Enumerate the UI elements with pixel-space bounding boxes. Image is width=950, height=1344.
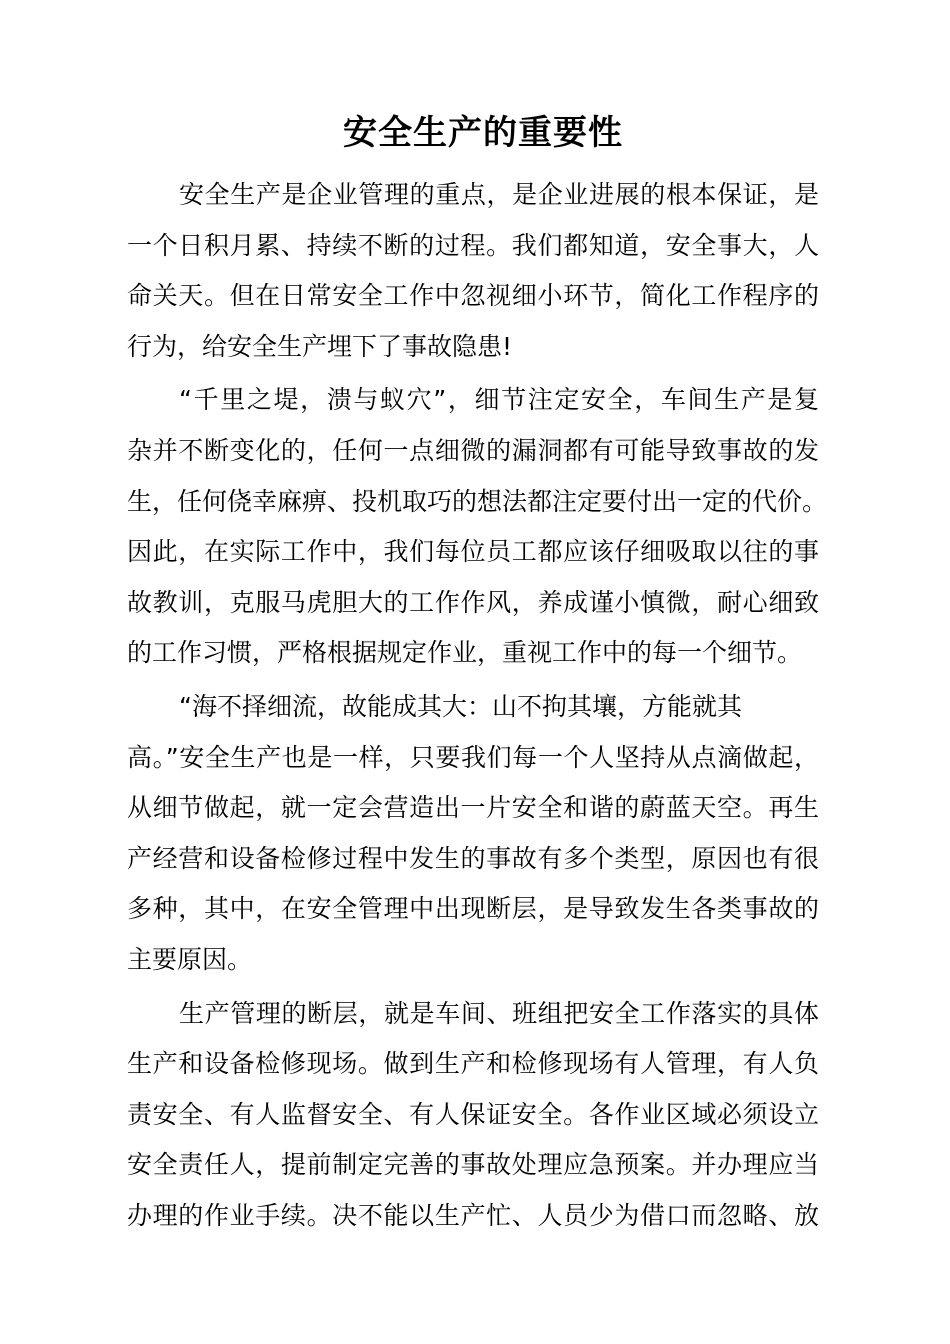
paragraph-line: 一个日积月累、持续不断的过程。我们都知道，安全事大，人 bbox=[127, 230, 819, 260]
paragraph-line: 责安全、有人监督安全、有人保证安全。各作业区域必须设立 bbox=[127, 1099, 819, 1129]
paragraph-1 bbox=[127, 170, 819, 372]
paragraph-line: 办理的作业手续。决不能以生产忙、人员少为借口而忽略、放 bbox=[127, 1200, 819, 1230]
paragraph-line: 杂并不断变化的，任何一点细微的漏洞都有可能导致事故的发 bbox=[127, 435, 819, 465]
paragraph-line: 生产和设备检修现场。做到生产和检修现场有人管理，有人负 bbox=[127, 1049, 819, 1079]
paragraph-line: 故教训，克服马虎胆大的工作作风，养成谨小慎微，耐心细致 bbox=[127, 587, 819, 617]
paragraph-line: 多种，其中，在安全管理中出现断层，是导致发生各类事故的 bbox=[127, 894, 819, 924]
paragraph-line: “海不择细流，故能成其大：山不拘其壤，方能就其 bbox=[179, 691, 742, 721]
paragraph-line: 的工作习惯，严格根据规定作业，重视工作中的每一个细节。 bbox=[127, 638, 803, 668]
document-body bbox=[127, 170, 828, 1241]
paragraph-line: 产经营和设备检修过程中发生的事故有多个类型，原因也有很 bbox=[127, 843, 819, 873]
paragraph-line: 主要原因。 bbox=[127, 944, 253, 974]
paragraph-line: 生，任何侥幸麻痹、投机取巧的想法都注定要付出一定的代价。 bbox=[127, 486, 828, 516]
paragraph-line: 安全责任人，提前制定完善的事故处理应急预案。并办理应当 bbox=[127, 1150, 819, 1180]
paragraph-line: 命关天。但在日常安全工作中忽视细小环节，简化工作程序的 bbox=[127, 281, 819, 311]
document-title: 安全生产的重要性 bbox=[343, 113, 623, 153]
paragraph-line: 因此，在实际工作中，我们每位员工都应该仔细吸取以往的事 bbox=[127, 537, 819, 567]
paragraph-line: 高。”安全生产也是一样，只要我们每一个人坚持从点滴做起， bbox=[127, 742, 819, 772]
paragraph-line: 行为，给安全生产埋下了事故隐患! bbox=[127, 331, 513, 361]
paragraph-line: 生产管理的断层，就是车间、班组把安全工作落实的具体 bbox=[179, 998, 819, 1028]
paragraph-3 bbox=[127, 682, 819, 986]
paragraph-line: 从细节做起，就一定会营造出一片安全和谐的蔚蓝天空。再生 bbox=[127, 793, 819, 823]
paragraph-line: 安全生产是企业管理的重点，是企业进展的根本保证，是 bbox=[179, 180, 819, 209]
paragraph-4 bbox=[127, 989, 819, 1242]
paragraph-2 bbox=[127, 375, 828, 679]
paragraph-line: “千里之堤，溃与蚁穴”，细节注定安全，车间生产是复 bbox=[179, 385, 819, 415]
